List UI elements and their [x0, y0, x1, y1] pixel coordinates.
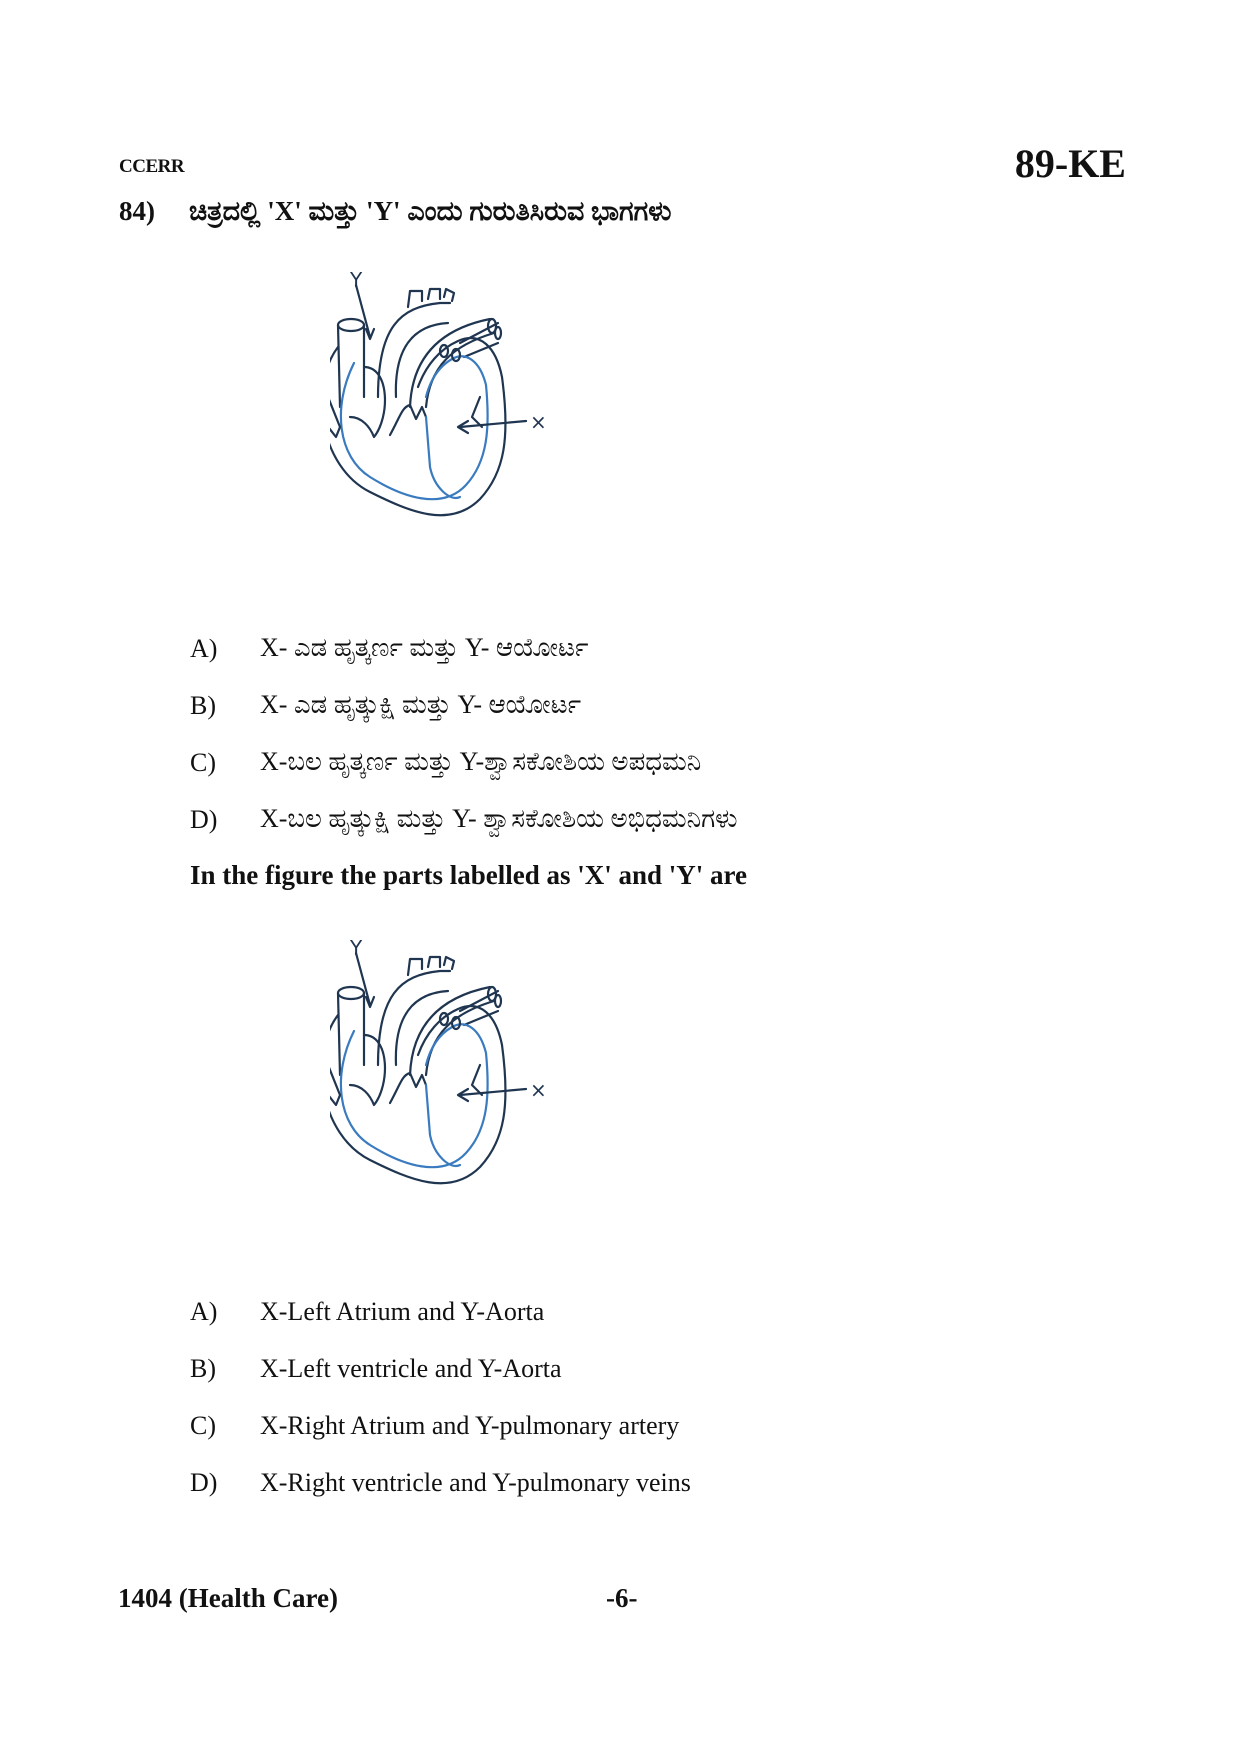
option-label: D) [190, 804, 218, 834]
option-text: X- ಎಡ ಹೃತ್ಕುಕ್ಷಿ ಮತ್ತು Y- ಆಯೋರ್ಟ [260, 690, 582, 719]
option-text: X-Left ventricle and Y-Aorta [260, 1353, 562, 1383]
option-label: B) [190, 1353, 216, 1383]
option-label: D) [190, 1467, 218, 1497]
option-text: X-Left Atrium and Y-Aorta [260, 1296, 545, 1326]
option-b-kannada[interactable] [190, 677, 738, 734]
question-english: In the figure the parts labelled as 'X' and 'Y' are [190, 860, 748, 890]
option-text: X-Right ventricle and Y-pulmonary veins [260, 1467, 691, 1497]
paper-code: 89-KE [1014, 141, 1126, 186]
option-label: C) [190, 747, 216, 777]
option-label: A) [190, 633, 218, 663]
option-d-english[interactable] [190, 1454, 691, 1511]
label-y: Y [350, 268, 363, 292]
kannada-options [190, 620, 738, 848]
option-c-english[interactable] [190, 1397, 691, 1454]
footer-subject: 1404 (Health Care) [118, 1583, 338, 1613]
option-d-kannada[interactable] [190, 791, 738, 848]
option-label: C) [190, 1410, 216, 1440]
option-text: X- ಎಡ ಹೃತ್ಕರ್ಣ ಮತ್ತು Y- ಆಯೋರ್ಟ [260, 633, 589, 662]
english-options [190, 1283, 691, 1511]
option-a-english[interactable] [190, 1283, 691, 1340]
label-x: × [530, 1078, 547, 1102]
option-b-english[interactable] [190, 1340, 691, 1397]
option-label: A) [190, 1296, 218, 1326]
page-number: -6- [606, 1583, 638, 1613]
option-text: X-ಬಲ ಹೃತ್ಕರ್ಣ ಮತ್ತು Y-ಶ್ವಾಸಕೋಶಿಯ ಅಪಧಮನಿ [260, 747, 702, 776]
option-text: X-ಬಲ ಹೃತ್ಕುಕ್ಷಿ ಮತ್ತು Y- ಶ್ವಾಸಕೋಶಿಯ ಅಭಿಧಮನಿಗಳು [260, 804, 738, 833]
question-kannada [119, 196, 671, 228]
heart-diagram-icon [330, 935, 610, 1210]
label-y: Y [350, 936, 363, 960]
label-x: × [530, 410, 547, 434]
question-number: 84) [119, 196, 155, 226]
option-a-kannada[interactable] [190, 620, 738, 677]
exam-code: CCERR [119, 156, 185, 177]
question-kannada-text: ಚಿತ್ರದಲ್ಲಿ 'X' ಮತ್ತು 'Y' ಎಂದು ಗುರುತಿಸಿರುವ ಭಾಗಗಳು [189, 196, 672, 226]
option-text: X-Right Atrium and Y-pulmonary artery [260, 1410, 680, 1440]
option-c-kannada[interactable] [190, 734, 738, 791]
heart-diagram-icon [330, 267, 610, 542]
option-label: B) [190, 690, 216, 720]
